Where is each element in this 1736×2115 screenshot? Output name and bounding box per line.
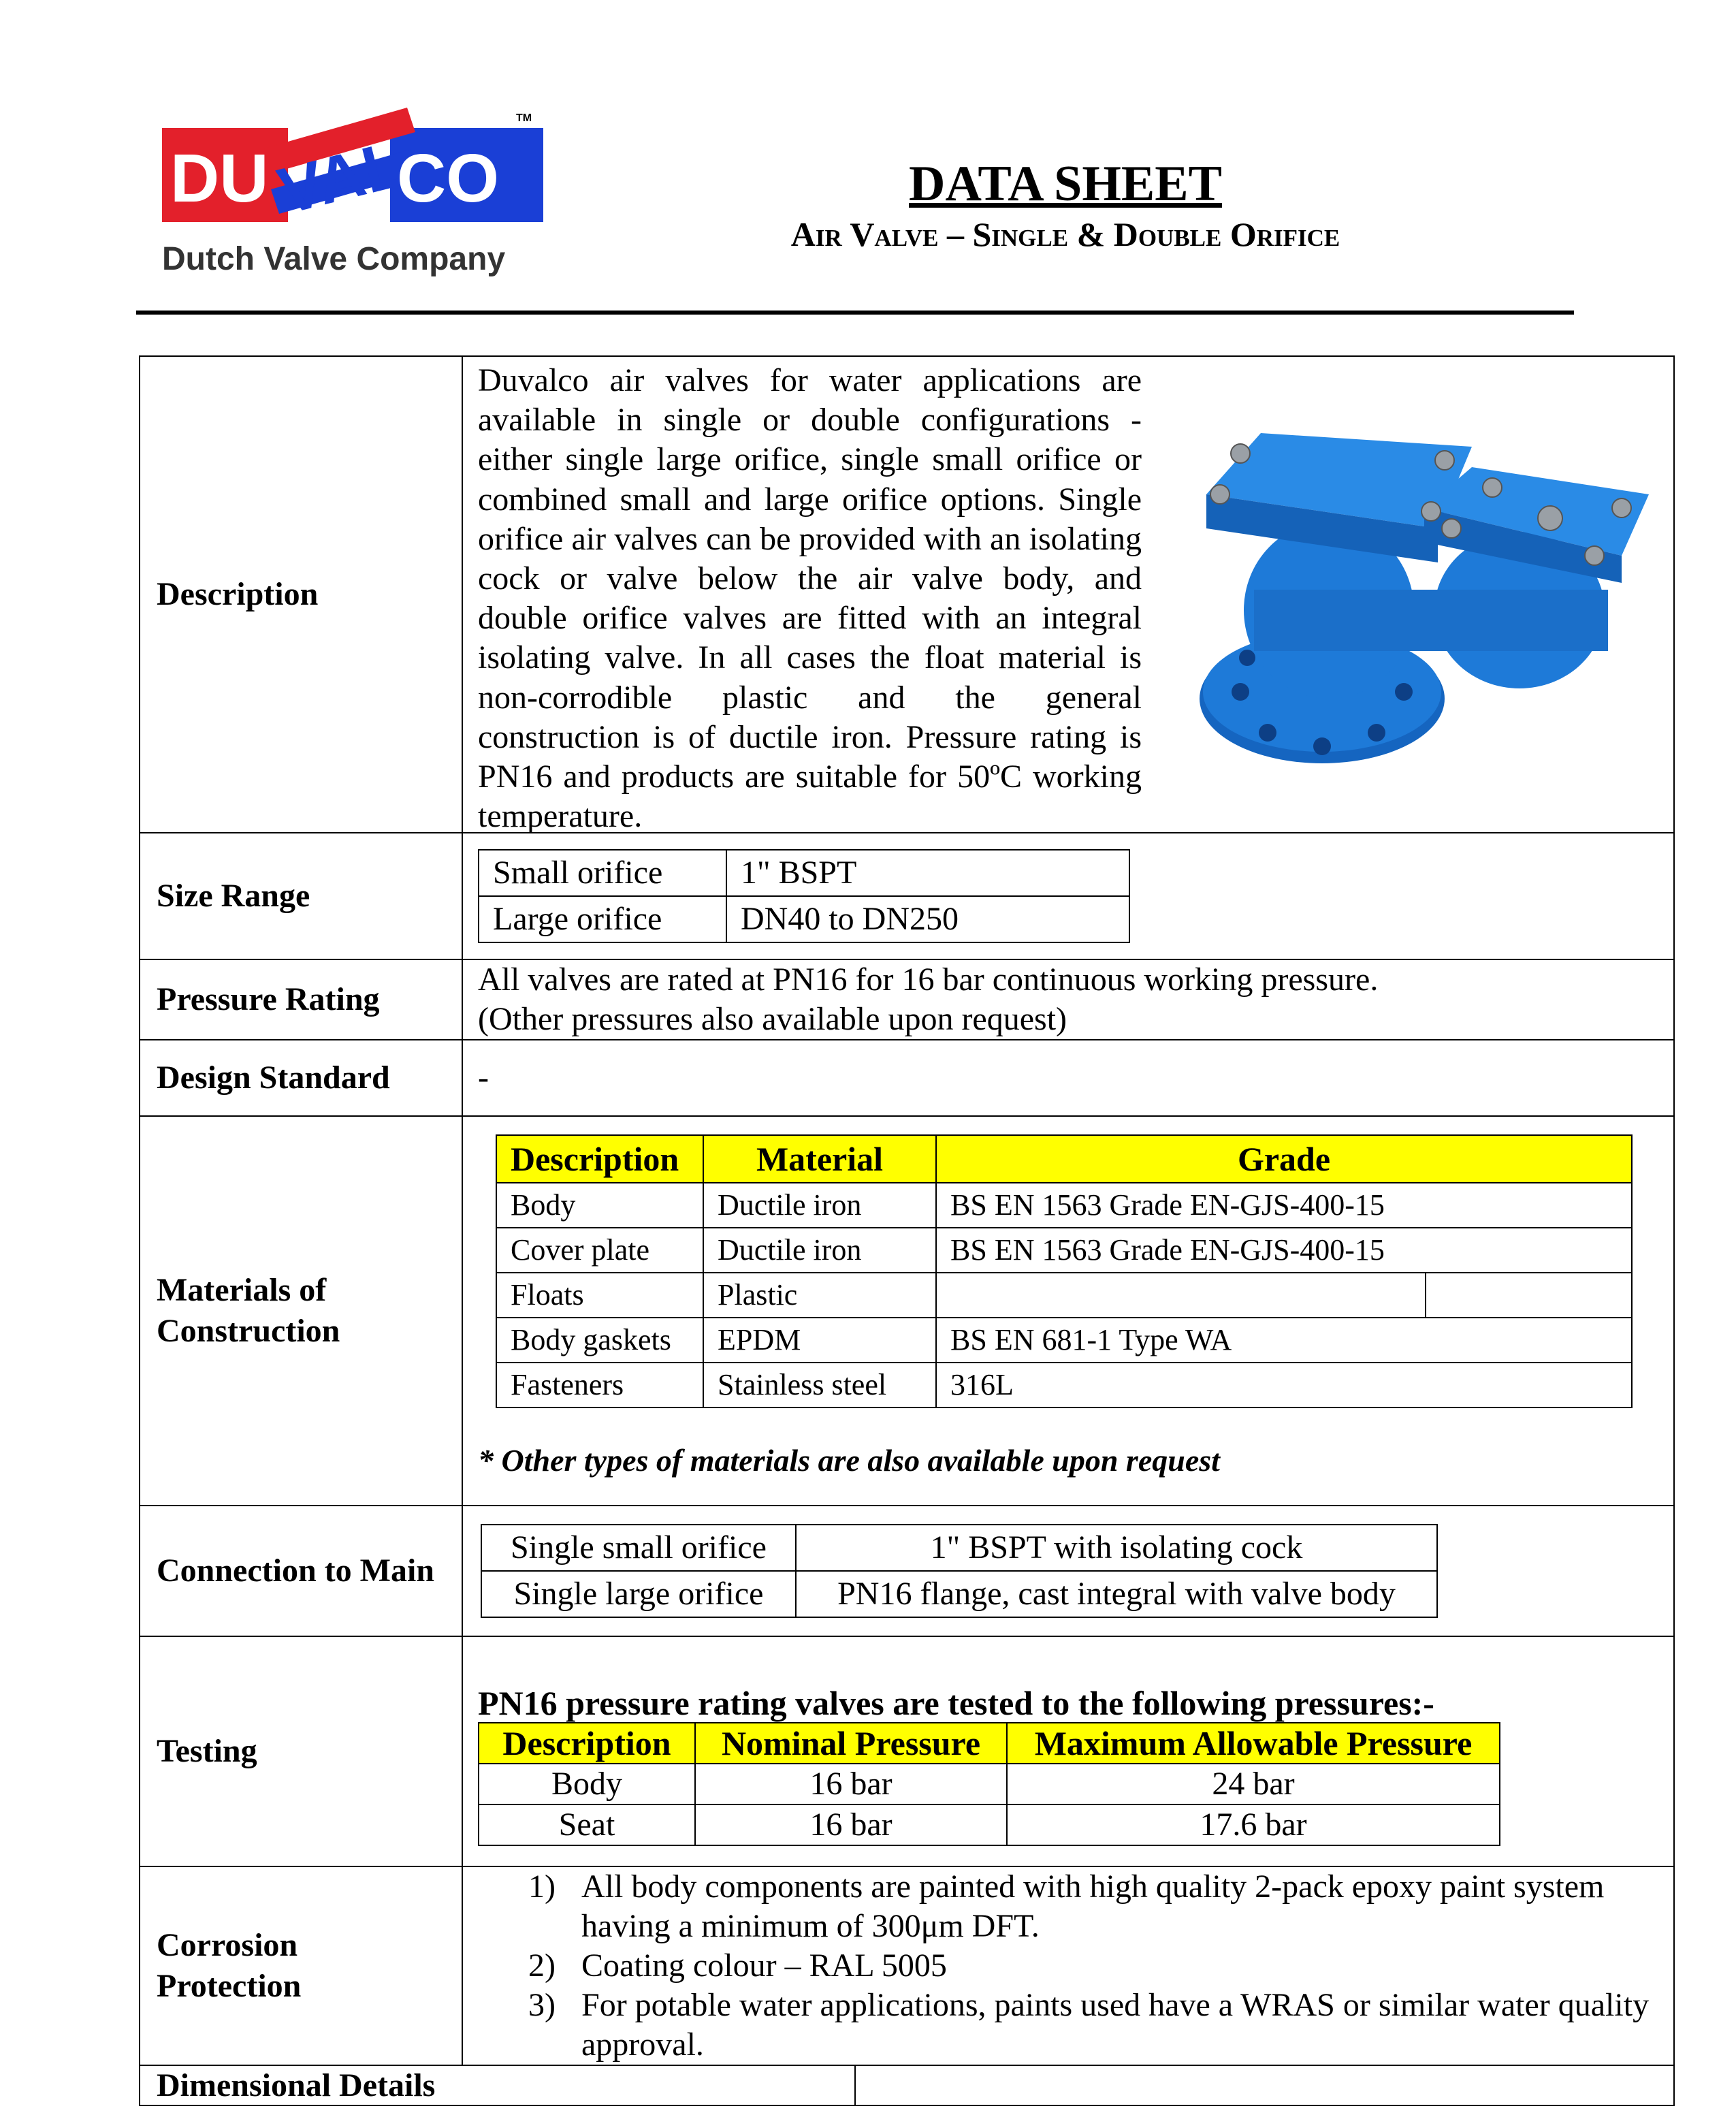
value-pressure-rating (462, 959, 1674, 1040)
row-dimensional (140, 2065, 1674, 2105)
logo-tagline: Dutch Valve Company (162, 241, 506, 277)
material-description: Fasteners (496, 1363, 703, 1408)
testing-header: Description (479, 1723, 695, 1764)
value-description (462, 356, 1674, 833)
materials-header: Material (703, 1135, 936, 1183)
testing-nominal: 16 bar (695, 1764, 1007, 1804)
material-material: Ductile iron (703, 1183, 936, 1228)
row-connection (140, 1506, 1674, 1636)
materials-row (496, 1183, 1632, 1228)
svg-text:VAL: VAL (271, 127, 411, 229)
value-corrosion (462, 1866, 1674, 2065)
pressure-line-2: (Other pressures also available upon request) (478, 1001, 1067, 1037)
label-design-standard: Design Standard (140, 1040, 462, 1116)
material-material: EPDM (703, 1318, 936, 1363)
label-materials (140, 1116, 462, 1506)
connection-row (481, 1525, 1437, 1571)
materials-row (496, 1273, 1632, 1318)
label-pressure-rating: Pressure Rating (140, 959, 462, 1040)
svg-text:DU: DU (170, 140, 269, 217)
size-value: 1" BSPT (726, 850, 1129, 896)
material-material: Plastic (703, 1273, 936, 1318)
size-row (479, 896, 1129, 942)
testing-row (479, 1804, 1500, 1845)
testing-header: Maximum Allowable Pressure (1007, 1723, 1500, 1764)
material-grade: BS EN 1563 Grade EN-GJS-400-15 (936, 1183, 1632, 1228)
material-grade: 316L (936, 1363, 1632, 1408)
material-grade: BS EN 1563 Grade EN-GJS-400-15 (936, 1228, 1632, 1273)
connection-value: PN16 flange, cast integral with valve body (796, 1571, 1437, 1617)
testing-header: Nominal Pressure (695, 1723, 1007, 1764)
connection-value: 1" BSPT with isolating cock (796, 1525, 1437, 1571)
page-subtitle: Air Valve – Single & Double Orifice (790, 215, 1340, 253)
value-dimensional (855, 2065, 1674, 2105)
datasheet-table (139, 355, 1675, 2066)
value-testing (462, 1636, 1674, 1866)
label-corrosion (140, 1866, 462, 2065)
testing-description: Seat (479, 1804, 695, 1845)
corrosion-item-number: 1) (528, 1868, 556, 1905)
testing-maximum: 17.6 bar (1007, 1804, 1500, 1845)
testing-maximum: 24 bar (1007, 1764, 1500, 1804)
materials-header: Grade (936, 1135, 1632, 1183)
size-name: Large orifice (479, 896, 726, 942)
materials-label-2: Construction (157, 1313, 340, 1349)
corrosion-item (463, 1986, 1673, 2065)
corrosion-item-text: Coating colour – RAL 5005 (581, 1947, 947, 1984)
corrosion-item (463, 1867, 1673, 1946)
pressure-line-1: All valves are rated at PN16 for 16 bar continuous working pressure. (478, 961, 1379, 998)
company-logo (162, 101, 543, 291)
label-dimensional: Dimensional Details (140, 2065, 855, 2105)
corrosion-item-number: 3) (528, 1987, 556, 2023)
value-connection (462, 1506, 1674, 1636)
duvalco-logo-mark (162, 101, 543, 237)
corrosion-label-1: Corrosion (157, 1927, 298, 1963)
row-pressure-rating (140, 959, 1674, 1040)
testing-description: Body (479, 1764, 695, 1804)
label-testing: Testing (140, 1636, 462, 1866)
testing-table (478, 1722, 1500, 1846)
testing-row (479, 1764, 1500, 1804)
value-design-standard: - (462, 1040, 1674, 1116)
page-title: DATA SHEET (909, 156, 1222, 212)
row-size-range (140, 833, 1674, 959)
corrosion-item-text: All body components are painted with high quality 2-pack epoxy paint system having a minimum of 300μm DFT. (581, 1868, 1605, 1944)
materials-table (496, 1134, 1633, 1408)
corrosion-label-2: Protection (157, 1968, 302, 2004)
size-name: Small orifice (479, 850, 726, 896)
size-range-table (478, 849, 1130, 943)
material-description: Body (496, 1183, 703, 1228)
size-value: DN40 to DN250 (726, 896, 1129, 942)
connection-table (481, 1524, 1438, 1618)
material-grade (936, 1273, 1426, 1318)
material-description: Cover plate (496, 1228, 703, 1273)
row-description (140, 356, 1674, 833)
material-description: Body gaskets (496, 1318, 703, 1363)
materials-header-row (496, 1135, 1632, 1183)
material-grade-extra (1426, 1273, 1632, 1318)
valve-photo (1179, 392, 1676, 801)
testing-header-row (479, 1723, 1500, 1764)
header-divider (136, 311, 1574, 315)
connection-name: Single small orifice (481, 1525, 796, 1571)
materials-header: Description (496, 1135, 703, 1183)
label-description: Description (140, 356, 462, 833)
material-grade: BS EN 681-1 Type WA (936, 1318, 1632, 1363)
corrosion-list (463, 1867, 1673, 2065)
testing-nominal: 16 bar (695, 1804, 1007, 1845)
material-material: Stainless steel (703, 1363, 936, 1408)
materials-row (496, 1318, 1632, 1363)
description-text: Duvalco air valves for water applications are available in single or double configurations - either single large orifice, single small orifice or combined small and large orifice options. Single orifice air valves can be provided with an isolating cock or valve below the air valve body, and double orifice valves are fitted with an integral isolating valve. In all cases the float material is non-corrodible plastic and the general construction is of ductile iron. Pressure rating is PN16 and products are suitable for 50ºC working temperature. (478, 362, 1142, 835)
row-materials (140, 1116, 1674, 1506)
svg-text:CO: CO (397, 140, 499, 217)
svg-text:TM: TM (516, 112, 532, 124)
connection-name: Single large orifice (481, 1571, 796, 1617)
dimensional-table (139, 2065, 1675, 2106)
corrosion-item-number: 2) (528, 1947, 556, 1984)
corrosion-item-text: For potable water applications, paints used have a WRAS or similar water quality approval. (581, 1987, 1650, 2063)
row-design-standard (140, 1040, 1674, 1116)
testing-intro: PN16 pressure rating valves are tested to the following pressures:- (478, 1684, 1434, 1722)
row-testing (140, 1636, 1674, 1866)
row-corrosion (140, 1866, 1674, 2065)
value-materials (462, 1116, 1674, 1506)
materials-row (496, 1363, 1632, 1408)
connection-row (481, 1571, 1437, 1617)
value-size-range (462, 833, 1674, 959)
label-connection: Connection to Main (140, 1506, 462, 1636)
materials-note: * Other types of materials are also available upon request (478, 1443, 1220, 1478)
material-material: Ductile iron (703, 1228, 936, 1273)
materials-label-1: Materials of (157, 1272, 327, 1308)
corrosion-item (463, 1946, 1673, 1986)
size-row (479, 850, 1129, 896)
material-description: Floats (496, 1273, 703, 1318)
label-size-range: Size Range (140, 833, 462, 959)
materials-row (496, 1228, 1632, 1273)
